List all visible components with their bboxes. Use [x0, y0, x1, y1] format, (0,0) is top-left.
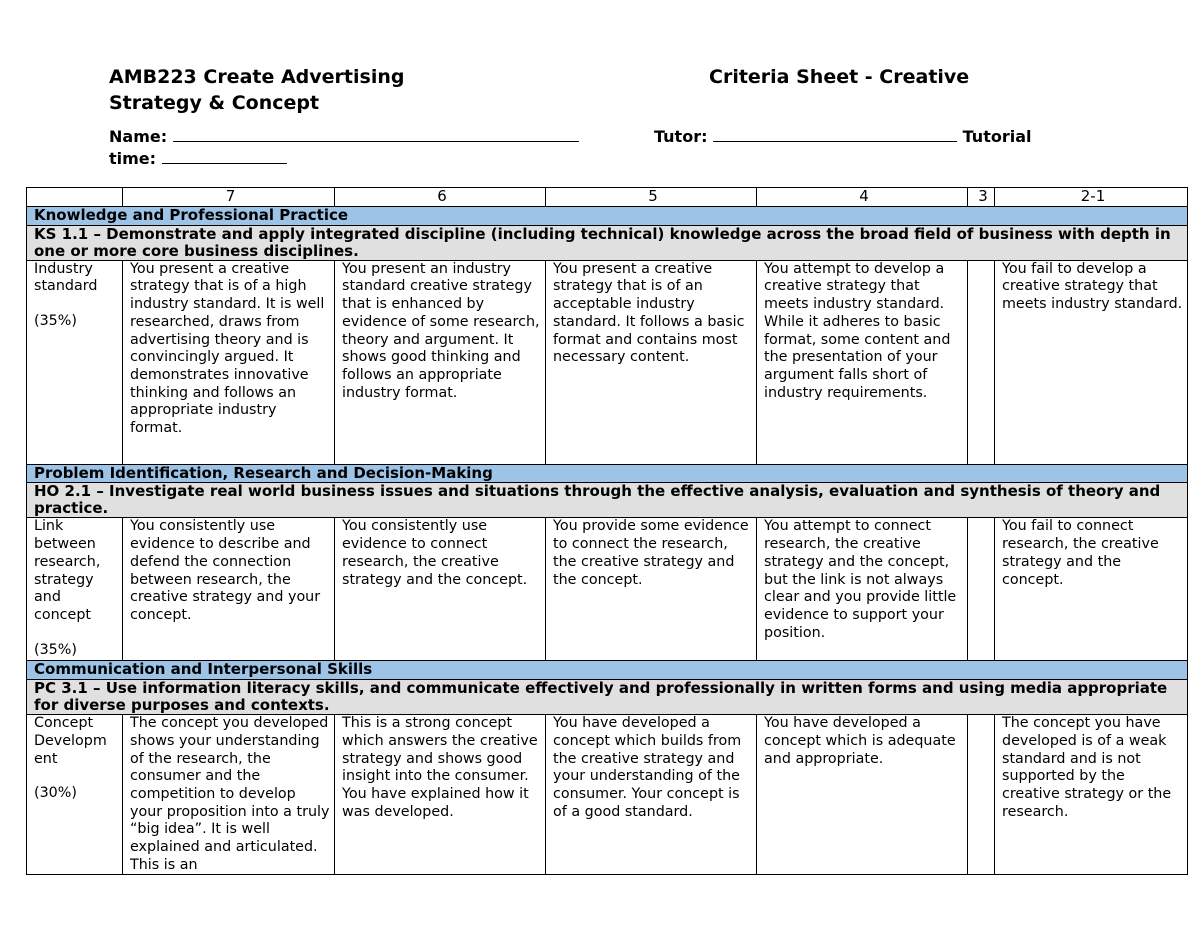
corner-cell [27, 188, 123, 207]
descriptor-grade-5: You present a creative strategy that is of an acceptable industry standard. It follows a basic format and contains most necessary content. [546, 260, 757, 464]
descriptor-grade-6: You consistently use evidence to connect research, the creative strategy and the concept. [335, 518, 546, 661]
descriptor-grade-3 [968, 518, 995, 661]
grade-6: 6 [335, 188, 546, 207]
descriptor-grade-7: You consistently use evidence to describe and defend the connection between research, the creative strategy and your concept. [123, 518, 335, 661]
grade-2-1: 2-1 [995, 188, 1188, 207]
learning-outcome: HO 2.1 – Investigate real world business issues and situations through the effective analysis, evaluation and synthesis of theory and practice. [27, 483, 1188, 518]
grade-5: 5 [546, 188, 757, 207]
time-blank[interactable] [162, 146, 287, 164]
descriptor-grade-2-1: You fail to develop a creative strategy that meets industry standard. [995, 260, 1188, 464]
grade-4: 4 [757, 188, 968, 207]
tutorial-label: Tutorial [962, 127, 1032, 146]
section-heading: Communication and Interpersonal Skills [27, 661, 1188, 680]
name-label: Name: [109, 127, 168, 146]
descriptor-grade-3 [968, 260, 995, 464]
criterion-row [27, 260, 1188, 464]
criterion-cell [27, 715, 123, 875]
grade-header-row [27, 188, 1188, 207]
tutor-label: Tutor: [654, 127, 708, 146]
criteria-sheet-title: Criteria Sheet - Creative [709, 66, 970, 88]
tutor-field [654, 124, 1031, 148]
descriptor-grade-6: You present an industry standard creative strategy that is enhanced by evidence of some research, theory and argument. It shows good thinking and follows an appropriate industry format. [335, 260, 546, 464]
criterion-weight: (35%) [34, 641, 77, 658]
criterion-row [27, 518, 1188, 661]
descriptor-grade-4: You attempt to connect research, the creative strategy and the concept, but the link is not always clear and you provide little evidence to support your position. [757, 518, 968, 661]
descriptor-grade-5: You provide some evidence to connect the research, the creative strategy and the concept. [546, 518, 757, 661]
criterion-label: Concept Developm ent [34, 715, 107, 767]
section-heading: Problem Identification, Research and Decision-Making [27, 464, 1188, 483]
criterion-label: Link between research, strategy and concept [34, 518, 101, 623]
descriptor-grade-2-1: You fail to connect research, the creative strategy and the concept. [995, 518, 1188, 661]
criterion-cell [27, 518, 123, 661]
descriptor-grade-4: You have developed a concept which is adequate and appropriate. [757, 715, 968, 875]
section-heading: Knowledge and Professional Practice [27, 207, 1188, 226]
document-title: AMB223 Create Advertising [109, 66, 405, 88]
descriptor-grade-6: This is a strong concept which answers the creative strategy and shows good insight into the consumer. You have explained how it was developed. [335, 715, 546, 875]
criterion-weight: (35%) [34, 313, 77, 330]
name-blank[interactable] [173, 124, 579, 142]
descriptor-grade-5: You have developed a concept which builds from the creative strategy and your understanding of the consumer. Your concept is of a good standard. [546, 715, 757, 875]
criterion-row [27, 715, 1188, 875]
criterion-label: Industry standard [34, 260, 98, 295]
descriptor-grade-2-1: The concept you have developed is of a weak standard and is not supported by the creative strategy or the research. [995, 715, 1188, 875]
learning-outcome: PC 3.1 – Use information literacy skills, and communicate effectively and professionally in written forms and using media appropriate for diverse purposes and contexts. [27, 680, 1188, 715]
criterion-cell [27, 260, 123, 464]
tutor-blank[interactable] [713, 124, 957, 142]
descriptor-grade-7: The concept you developed shows your understanding of the research, the consumer and the competition to develop your proposition into a truly “big idea”. It is well explained and articulated. This is an [123, 715, 335, 875]
criterion-weight: (30%) [34, 785, 77, 802]
document-subtitle: Strategy & Concept [109, 92, 320, 114]
time-label: time: [109, 149, 157, 168]
descriptor-grade-7: You present a creative strategy that is of a high industry standard. It is well researched, draws from advertising theory and is convincingly argued. It demonstrates innovative thinking and follows an appropriate industry format. [123, 260, 335, 464]
descriptor-grade-3 [968, 715, 995, 875]
descriptor-grade-4: You attempt to develop a creative strategy that meets industry standard. While it adheres to basic format, some content and the presentation of your argument falls short of industry requirements. [757, 260, 968, 464]
learning-outcome: KS 1.1 – Demonstrate and apply integrated discipline (including technical) knowledge across the broad field of business with depth in one or more core business disciplines. [27, 225, 1188, 260]
name-field [109, 124, 579, 148]
grade-3: 3 [968, 188, 995, 207]
criteria-table [26, 187, 1188, 875]
grade-7: 7 [123, 188, 335, 207]
time-field [109, 146, 287, 170]
